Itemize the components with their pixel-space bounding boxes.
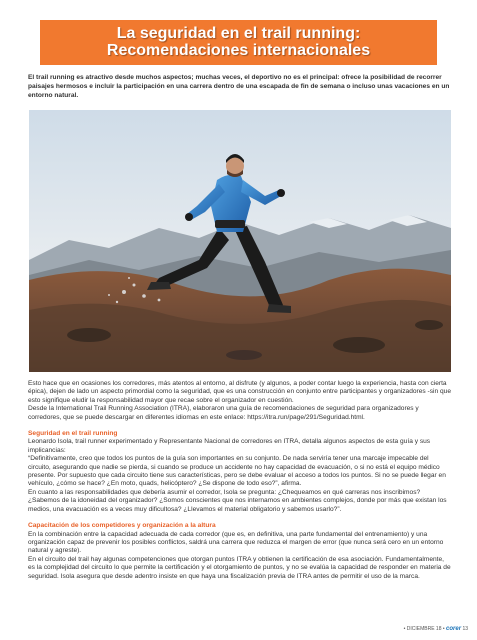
page-number: 13	[462, 626, 468, 632]
paragraph: Desde la International Trail Running Association (ITRA), elaboraron una guía de recomendaciones de seguridad para organizadores y corredores, que se puede descargar en diferentes idiomas en este enlace: https://itra.run/page/291/Seguridad.html.	[28, 405, 419, 421]
intro-paragraph: El trail running es atractivo desde muchos aspectos; muchas veces, el deportivo no es el principal: ofrece la posibilidad de recorrer paisajes hermosos e incluir la participación en una carrera dentro de una escapada de fin de semana o incluso unas vacaciones en un entorno natural.	[28, 74, 450, 99]
article-body	[28, 380, 452, 581]
title-line-2: Recomendaciones internacionales	[106, 42, 371, 59]
paragraph: “Definitivamente, creo que todos los puntos de la guía son importantes en su conjunto. De nada serviría tener una marcaje impecable del circuito, asegurando que nadie se pierda, si cuando se produce un accidente no hay capacidad de evacuación, o si no está el equipo médico presente. Por supuesto que cada circuito tiene sus características, pero se debe evaluar el acceso a todos los puntos. Si no se puede llegar en vehículo, ¿cómo se hace? ¿En moto, quads, helicóptero? ¿Se dispone de todo eso?”, afirma.	[28, 455, 446, 488]
paragraph: Leonardo Isola, trail runner experimentado y Representante Nacional de corredores en ITRA, detalla algunos aspectos de esta guía y sus implicancias:	[28, 438, 431, 454]
paragraph: En el circuito del trail hay algunas competenciones que otorgan puntos ITRA y obtienen la certificación de esa asociación. Fundamentalmente, es la complejidad del circuito lo que permite la certificación y el otorgamiento de puntos, y no se evalúa la capacidad de responder en materia de seguridad. Isola asegura que desde adentro insiste en que haya una fiscalización previa de ITRA antes de permitir el uso de la marca.	[28, 555, 451, 580]
paragraph: Esto hace que en ocasiones los corredores, más atentos al entorno, al disfrute (y algunos, a poder contar luego la experiencia, hasta con cierta épica), dejen de lado un aspecto primordial como la seguridad, que es una construcción en conjunto entre participantes y organizadores -sin que esto signifique eludir la responsabilidad mayor que recae sobre el organizador en cuestión.	[28, 380, 451, 404]
article-title-banner	[40, 20, 437, 65]
footer-month: • DICIEMBRE 18 •	[403, 626, 445, 632]
footer-brand-logo: corer	[446, 626, 462, 632]
section-title-seguridad: Seguridad en el trail running	[28, 430, 118, 438]
title-line-1: La seguridad en el trail running:	[116, 25, 361, 42]
section-title-capacitacion: Capacitación de los competidores y organización a la altura	[28, 522, 216, 530]
paragraph: En la combinación entre la capacidad adecuada de cada corredor (que es, en definitiva, una parte fundamental del entrenamiento) y una organización capaz de prevenir los posibles conflictos, saldrá una carrera que reduzca el margen de error (que nunca será cero en un entorno natural y agreste).	[28, 530, 444, 555]
trail-runner-photo	[29, 110, 451, 372]
paragraph: En cuanto a las responsabilidades que debería asumir el corredor, Isola se pregunta: ¿Chequeamos en qué carreras nos inscribimos? ¿Sabemos de la idoneidad del organizador? ¿Somos conscientes que nos internamos en ambientes complejos, donde por más que existan los medios, una evacuación es a veces muy dificultosa? ¿Llevamos el material obligatorio y sabemos usarlo?”.	[28, 488, 447, 513]
page-footer	[368, 626, 468, 632]
